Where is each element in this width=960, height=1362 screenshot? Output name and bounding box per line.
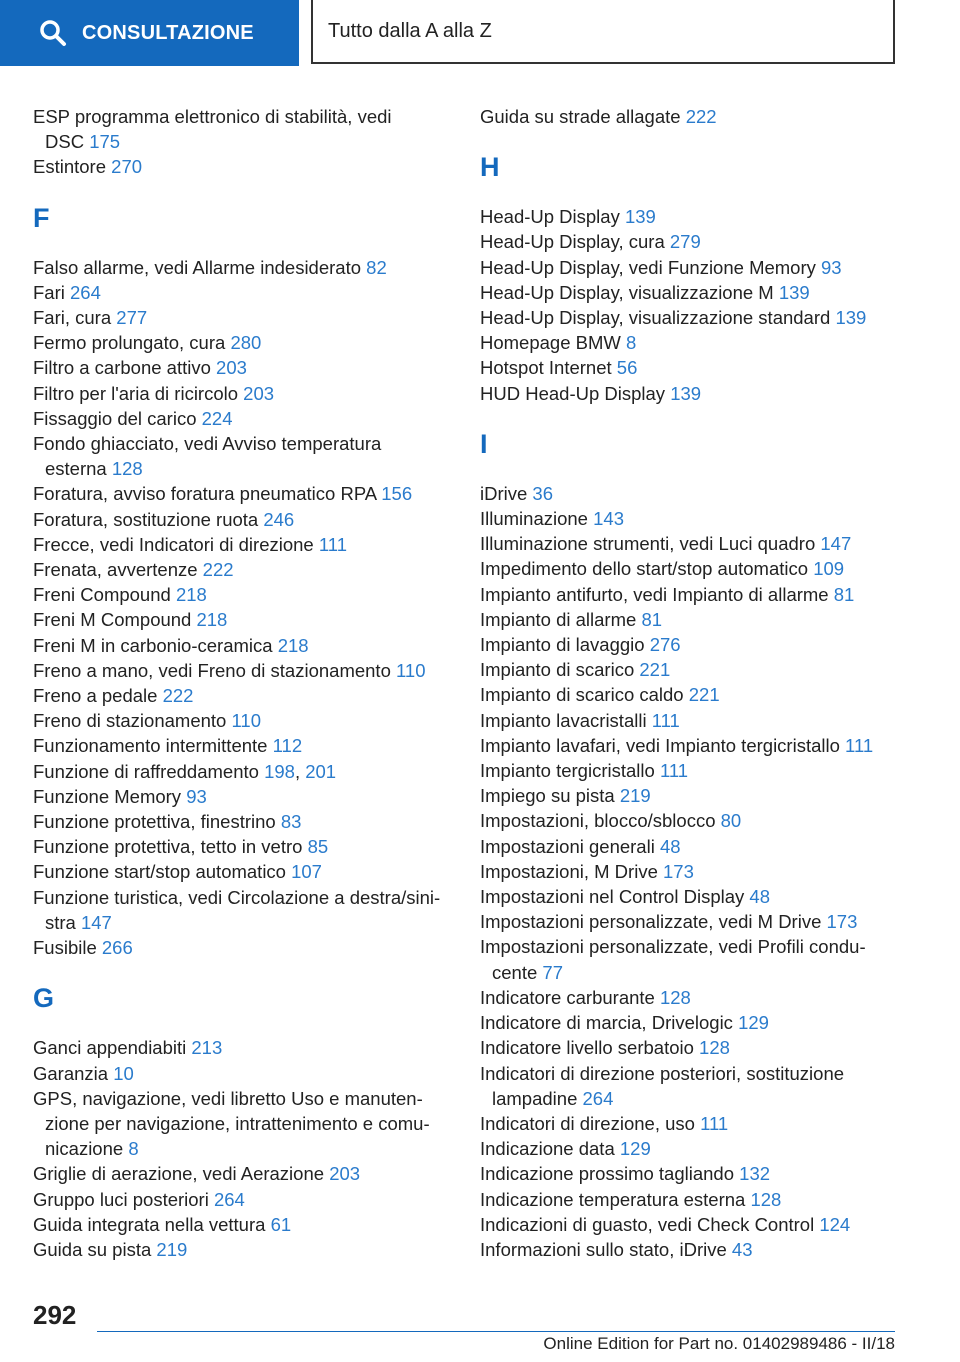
index-entry: [480, 1035, 900, 1060]
index-entry: [480, 934, 900, 984]
index-entry: [33, 104, 453, 154]
index-entry-text: Indicatori di direzione posteriori, sostituzione: [480, 1062, 845, 1084]
index-entry-text: Impostazioni, blocco/sblocco: [480, 810, 716, 832]
index-entry: [480, 1212, 900, 1237]
index-entry: [480, 280, 900, 305]
page-reference-link[interactable]: 221: [639, 659, 671, 681]
index-entry: [480, 531, 900, 556]
page-reference-link[interactable]: 156: [381, 483, 413, 505]
index-entry-text: Funzione protettiva, finestrino: [33, 811, 276, 833]
index-entry-text: Fissaggio del carico: [33, 407, 197, 429]
index-entry: [33, 406, 453, 431]
index-entry: [480, 1010, 900, 1035]
index-entry: [33, 154, 453, 179]
index-entry: [33, 607, 453, 632]
index-entry: [33, 708, 453, 733]
index-entry-text: Filtro per l'aria di ricircolo: [33, 382, 239, 404]
page-reference-link[interactable]: 173: [663, 860, 694, 882]
index-entry-text: Impianto lavafari, vedi Impianto tergicristallo: [480, 734, 840, 756]
page-reference-link[interactable]: 110: [396, 659, 426, 681]
page-reference-link[interactable]: 128: [699, 1037, 730, 1059]
page-reference-link[interactable]: 264: [213, 1188, 245, 1210]
index-entry: [480, 1237, 900, 1262]
index-entry: [480, 506, 900, 531]
page-reference-link[interactable]: 48: [749, 886, 770, 908]
index-entry-text: Funzione di raffreddamento: [33, 760, 259, 782]
page-reference-link[interactable]: 129: [619, 1138, 651, 1160]
page-reference-link[interactable]: 264: [582, 1087, 614, 1109]
page-reference-link[interactable]: 221: [688, 684, 720, 706]
page-reference-link[interactable]: 139: [778, 281, 810, 303]
index-entry-text: Frenata, avvertenze: [33, 559, 198, 581]
index-entry-text: Guida su strade allagate: [480, 106, 681, 127]
page-reference-link[interactable]: 279: [669, 231, 701, 253]
index-entry-text: Ganci appendiabiti: [33, 1037, 187, 1059]
page-reference-link[interactable]: 246: [263, 508, 295, 530]
index-entry-text: nicazione: [45, 1138, 124, 1160]
index-entry: [480, 1111, 900, 1136]
index-entry-text: Head-Up Display, visualizzazione standard: [480, 307, 831, 329]
index-entry: [33, 834, 453, 859]
page-reference-link[interactable]: 83: [280, 811, 302, 833]
page-reference-link[interactable]: 201: [305, 760, 337, 782]
index-entry-text: Indicazioni di guasto, vedi Check Control: [480, 1213, 815, 1235]
index-entry: [480, 1161, 900, 1186]
index-entry: [480, 733, 900, 758]
top-bar: [0, 0, 960, 66]
index-entry-text: Guida su pista: [33, 1238, 152, 1260]
index-entry-text: Indicatore di marcia, Drivelogic: [480, 1012, 733, 1034]
index-entry-text: Freni M in carbonio-ceramica: [33, 634, 273, 656]
page-reference-link[interactable]: 111: [659, 760, 689, 782]
index-entry: [33, 305, 453, 330]
index-entry-text: Indicatori di direzione, uso: [480, 1112, 695, 1134]
consultazione-tab[interactable]: [0, 0, 299, 66]
index-entry-text: Head-Up Display, visualizzazione M: [480, 281, 774, 303]
index-entry: [33, 381, 453, 406]
index-entry: [33, 507, 453, 532]
index-entry: [480, 985, 900, 1010]
footer-divider: [97, 1331, 895, 1332]
page-reference-link[interactable]: 218: [196, 609, 228, 631]
index-entry: [33, 658, 453, 683]
index-column-right: [480, 104, 900, 1262]
page-reference-link[interactable]: 203: [243, 382, 275, 404]
index-entry-text: DSC: [45, 131, 85, 153]
index-entry: [480, 1136, 900, 1161]
index-entry: [480, 808, 900, 833]
index-entry-text: ESP programma elettronico di stabilità, vedi: [33, 106, 392, 127]
index-entry: [480, 909, 900, 934]
index-entry: [33, 1086, 453, 1162]
index-entry-text: Impianto di scarico caldo: [480, 684, 684, 706]
page-reference-link[interactable]: 82: [366, 256, 387, 278]
index-entry-text: Impianto di allarme: [480, 608, 637, 630]
page-reference-link[interactable]: 139: [835, 307, 867, 329]
page-reference-link[interactable]: 111: [845, 734, 874, 756]
index-entry-text: Funzione protettiva, tetto in vetro: [33, 836, 303, 858]
index-entry-text: Impianto tergicristallo: [480, 760, 655, 782]
page-reference-link[interactable]: 111: [318, 533, 347, 555]
section-title: Tutto dalla A alla Z: [328, 19, 492, 42]
index-entry-text: Impostazioni nel Control Display: [480, 886, 745, 908]
page-reference-link[interactable]: 93: [186, 785, 207, 807]
page-reference-link[interactable]: 124: [819, 1213, 851, 1235]
index-entry-text: Fondo ghiacciato, vedi Avviso temperatura: [33, 433, 382, 455]
index-entry-text: Hotspot Internet: [480, 357, 612, 379]
index-entry-text: HUD Head-Up Display: [480, 382, 666, 404]
index-entry-text: Head-Up Display, cura: [480, 231, 665, 253]
page-reference-link[interactable]: 264: [70, 281, 101, 303]
index-entry: [480, 330, 900, 355]
index-entry: [33, 1161, 453, 1186]
index-entry-text: Fari: [33, 281, 65, 303]
index-entry: [33, 431, 453, 481]
index-entry-text: Funzionamento intermittente: [33, 735, 268, 757]
index-letter-heading: F: [33, 202, 50, 233]
page-reference-link[interactable]: 107: [291, 861, 322, 883]
index-entry-text: Homepage BMW: [480, 332, 621, 354]
index-entry: [480, 104, 900, 129]
index-entry-text: Illuminazione strumenti, vedi Luci quadro: [480, 533, 816, 555]
page-reference-link[interactable]: 111: [651, 709, 680, 731]
page-reference-link[interactable]: 143: [593, 508, 624, 530]
page-reference-link[interactable]: 81: [641, 608, 663, 630]
index-entry-text: Impianto lavacristalli: [480, 709, 647, 731]
index-entry-text: Freni Compound: [33, 584, 171, 606]
index-entry-text: Illuminazione: [480, 508, 588, 530]
index-entry: [33, 683, 453, 708]
page-reference-link[interactable]: 147: [80, 911, 112, 933]
index-entry: [480, 632, 900, 657]
page-reference-link[interactable]: 222: [162, 685, 194, 707]
index-entry: [480, 481, 900, 506]
page-reference-link[interactable]: 112: [272, 735, 303, 757]
search-icon: [38, 18, 68, 48]
page-reference-link[interactable]: 213: [191, 1037, 223, 1059]
index-entry: [33, 809, 453, 834]
index-entry: [33, 330, 453, 355]
index-entry-text: zione per navigazione, intrattenimento e comu-: [45, 1112, 430, 1134]
page-reference-link[interactable]: 277: [116, 307, 148, 329]
page-reference-link[interactable]: 61: [270, 1213, 292, 1235]
page-reference-link[interactable]: 218: [175, 584, 207, 606]
page-reference-link[interactable]: 280: [230, 332, 262, 354]
index-entry: [33, 1035, 453, 1060]
index-entry: [480, 884, 900, 909]
page-reference-link[interactable]: 48: [659, 835, 681, 857]
index-entry-text: Fari, cura: [33, 307, 112, 329]
page-reference-link[interactable]: 198: [264, 760, 295, 782]
index-entry: [480, 834, 900, 859]
page-reference-link[interactable]: 139: [670, 382, 702, 404]
page-reference-link[interactable]: 8: [128, 1138, 139, 1160]
index-entry-text: Foratura, avviso foratura pneumatico RPA: [33, 483, 377, 505]
index-entry-text: Head-Up Display: [480, 206, 620, 228]
index-entry: [33, 280, 453, 305]
index-entry-text: Guida integrata nella vettura: [33, 1213, 266, 1235]
index-entry-text: Freni M Compound: [33, 609, 192, 631]
page-reference-link[interactable]: 219: [619, 785, 651, 807]
index-entry-text: Freno a pedale: [33, 685, 158, 707]
index-entry-text: Foratura, sostituzione ruota: [33, 508, 259, 530]
index-entry: [480, 708, 900, 733]
page-reference-link[interactable]: 56: [616, 357, 638, 379]
index-entry-text: Informazioni sullo stato, iDrive: [480, 1238, 727, 1260]
index-entry: [33, 733, 453, 758]
index-entry: [480, 682, 900, 707]
section-title-tab[interactable]: [311, 0, 895, 64]
index-entry-text: Fermo prolungato, cura: [33, 332, 226, 354]
index-entry-text: Impostazioni personalizzate, vedi Profili condu-: [480, 936, 866, 958]
index-entry: [33, 532, 453, 557]
index-entry: [33, 935, 453, 960]
page-reference-link[interactable]: 203: [216, 357, 247, 379]
index-entry-text: Estintore: [33, 156, 107, 178]
index-entry: [33, 1061, 453, 1086]
page-reference-link[interactable]: 129: [738, 1012, 769, 1034]
page-reference-link[interactable]: 132: [739, 1163, 771, 1185]
page-reference-link[interactable]: 128: [659, 986, 691, 1008]
index-entry: [480, 556, 900, 581]
index-entry-text: Impianto di lavaggio: [480, 634, 645, 656]
page-reference-link[interactable]: 80: [720, 810, 742, 832]
page-reference-link[interactable]: 276: [649, 634, 681, 656]
index-letter-heading: H: [480, 152, 500, 183]
index-letter-heading: I: [480, 428, 488, 459]
index-entry: [33, 1212, 453, 1237]
index-entry: [480, 758, 900, 783]
index-entry: [480, 582, 900, 607]
index-entry: [33, 355, 453, 380]
index-entry-text: esterna: [45, 458, 107, 480]
index-entry-text: Head-Up Display, vedi Funzione Memory: [480, 256, 816, 278]
index-entry: [480, 1061, 900, 1111]
page-reference-link[interactable]: 147: [820, 533, 852, 555]
page-reference-link[interactable]: 85: [307, 836, 329, 858]
index-entry-text: Impostazioni generali: [480, 835, 655, 857]
index-entry: [33, 633, 453, 658]
index-entry-text: Falso allarme, vedi Allarme indesiderato: [33, 256, 362, 278]
page-number: 292: [33, 1300, 77, 1330]
index-entry-text: Frecce, vedi Indicatori di direzione: [33, 533, 314, 555]
index-entry-text: Filtro a carbone attivo: [33, 357, 211, 379]
index-entry-text: iDrive: [480, 482, 528, 504]
index-entry: [480, 783, 900, 808]
index-entry-text: Freno a mano, vedi Freno di stazionamento: [33, 659, 391, 681]
page-reference-link[interactable]: 222: [202, 559, 234, 581]
page-reference-link[interactable]: 203: [329, 1163, 361, 1185]
index-entry: [480, 229, 900, 254]
index-entry-text: Indicazione prossimo tagliando: [480, 1163, 735, 1185]
index-entry-text: Indicazione temperatura esterna: [480, 1188, 746, 1210]
index-entry: [480, 1187, 900, 1212]
index-entry-text: cente: [492, 961, 538, 983]
index-entry: [480, 607, 900, 632]
page-reference-link[interactable]: 77: [542, 961, 563, 983]
page-reference-link[interactable]: 43: [731, 1238, 753, 1260]
index-entry: [480, 305, 900, 330]
index-entry-text: lampadine: [492, 1087, 578, 1109]
index-entry: [480, 255, 900, 280]
index-entry-text: stra: [45, 911, 76, 933]
index-entry: [480, 657, 900, 682]
index-entry: [33, 1237, 453, 1262]
page-reference-link[interactable]: 110: [231, 710, 261, 732]
index-entry-text: Fusibile: [33, 937, 97, 959]
page-reference-link[interactable]: 36: [532, 482, 553, 504]
page-reference-link[interactable]: 109: [813, 558, 845, 580]
index-entry: [480, 204, 900, 229]
page-reference-link[interactable]: 219: [156, 1238, 188, 1260]
index-entry-text: Impiego su pista: [480, 785, 615, 807]
page-reference-link[interactable]: 8: [626, 332, 637, 354]
index-entry: [33, 582, 453, 607]
index-entry-text: Freno di stazionamento: [33, 710, 227, 732]
page-reference-link[interactable]: 111: [700, 1112, 729, 1134]
index-entry-text: Funzione start/stop automatico: [33, 861, 286, 883]
index-entry-text: Indicatore carburante: [480, 986, 655, 1008]
index-entry: [33, 557, 453, 582]
page-reference-link[interactable]: 81: [833, 583, 855, 605]
index-entry: [33, 859, 453, 884]
consultazione-label: CONSULTAZIONE: [82, 21, 254, 44]
index-entry: [33, 255, 453, 280]
page-reference-link[interactable]: 175: [89, 131, 121, 153]
index-entry-text: Impianto di scarico: [480, 659, 635, 681]
page-reference-link[interactable]: 266: [101, 937, 133, 959]
index-entry: [33, 1187, 453, 1212]
index-entry: Funzione di raffreddamento 198, 201: [33, 760, 337, 782]
footer-edition: Online Edition for Part no. 01402989486 - II/18: [543, 1334, 895, 1353]
page-reference-link[interactable]: 10: [113, 1062, 134, 1084]
page-reference-link[interactable]: 270: [111, 156, 143, 178]
index-entry-text: Impostazioni personalizzate, vedi M Drive: [480, 911, 822, 933]
index-entry: [480, 859, 900, 884]
index-entry-text: Indicazione data: [480, 1138, 615, 1160]
index-entry-text: Funzione Memory: [33, 785, 182, 807]
index-letter-heading: G: [33, 983, 55, 1014]
index-entry-text: GPS, navigazione, vedi libretto Uso e manuten-: [33, 1087, 423, 1109]
index-entry-text: Gruppo luci posteriori: [33, 1188, 209, 1210]
page-reference-link[interactable]: 222: [685, 106, 717, 127]
index-entry: [480, 355, 900, 380]
index-entry: [33, 481, 453, 506]
page-reference-link[interactable]: 224: [201, 407, 233, 429]
index-entry-text: Garanzia: [33, 1062, 109, 1084]
index-entry-text: Indicatore livello serbatoio: [480, 1037, 694, 1059]
index-entry-text: Impostazioni, M Drive: [480, 860, 658, 882]
page-reference-link[interactable]: 128: [111, 458, 143, 480]
index-column-left: [33, 104, 453, 1262]
page-reference-link[interactable]: 173: [826, 911, 858, 933]
index-entry: [33, 784, 453, 809]
page-reference-link[interactable]: 139: [624, 206, 656, 228]
page-reference-link[interactable]: 93: [821, 256, 842, 278]
index-entry: [480, 381, 900, 406]
index-entry-text: Impianto antifurto, vedi Impianto di allarme: [480, 583, 829, 605]
page-reference-link[interactable]: 128: [750, 1188, 782, 1210]
index-entry-text: Griglie di aerazione, vedi Aerazione: [33, 1163, 325, 1185]
page-reference-link[interactable]: 218: [277, 634, 309, 656]
index-entry-text: Funzione turistica, vedi Circolazione a destra/sini-: [33, 886, 441, 908]
index-entry: [33, 885, 453, 935]
index-entry-text: Impedimento dello start/stop automatico: [480, 558, 809, 580]
